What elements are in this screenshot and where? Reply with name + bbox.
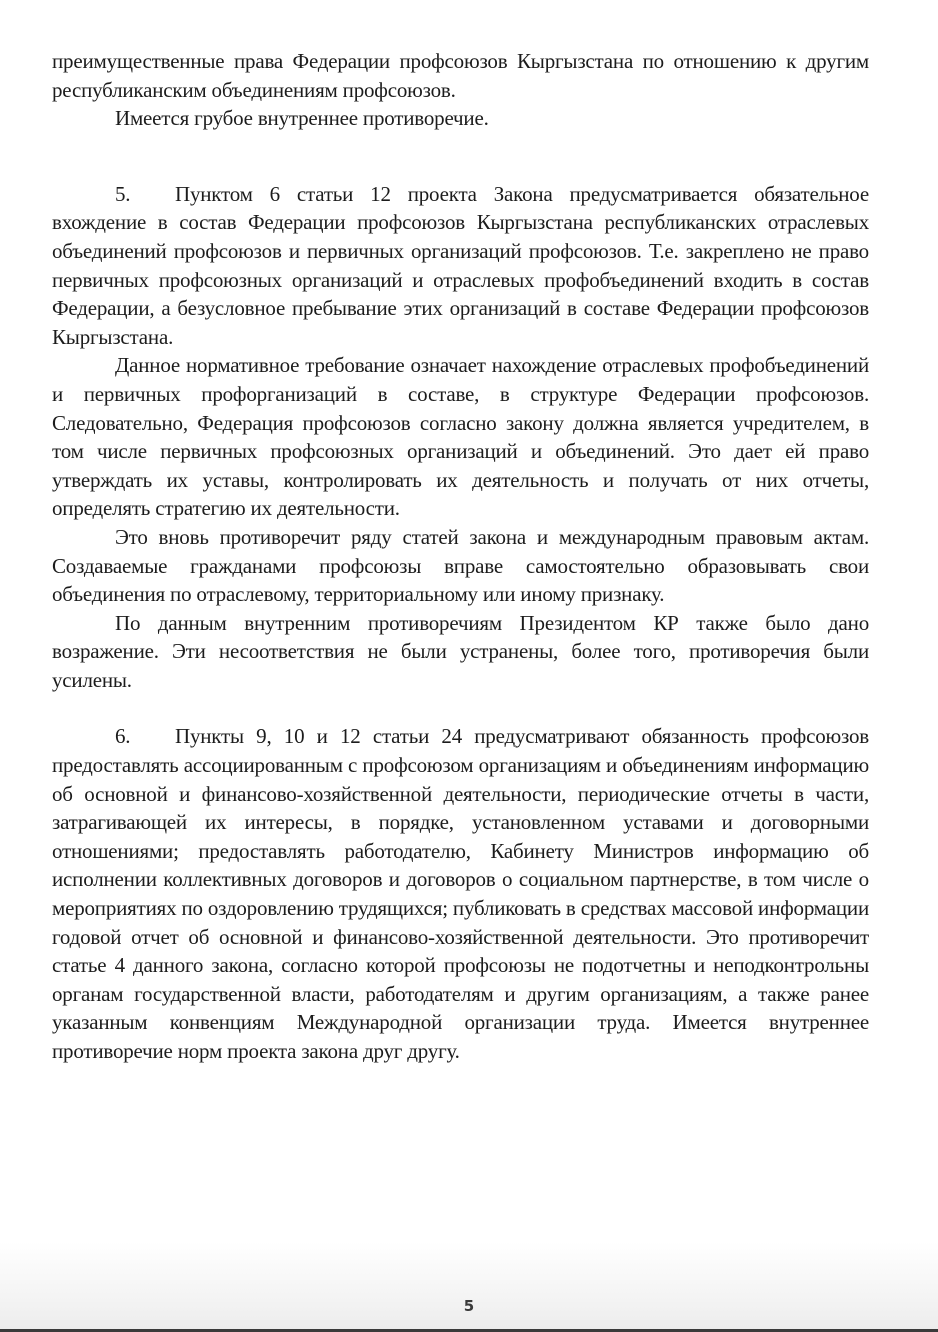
paragraph: По данным внутренним противоречиям Президентом КР также было дано возражение. Эти несоответствия не были устранены, более того, противоречия были усилены. [52,610,869,692]
section-5-lead [52,180,869,352]
section-spacer [52,133,869,180]
section-6-lead [52,722,869,1065]
section-text: Пунктом 6 статьи 12 проекта Закона предусматривается обязательное вхождение в состав Федерации профсоюзов Кыргызстана республиканских отраслевых объединений профсоюзов и первичных организаций профсоюзов. Т.е. закреплено не право первичных профсоюзных организаций и отраслевых профобъединений входить в состав Федерации, а безусловное пребывание этих организаций в составе Федерации профсоюзов Кыргызстана. [52,181,869,349]
paragraph: Данное нормативное требование означает нахождение отраслевых профобъединений и первичных профорганизаций в составе, в структуре Федерации профсоюзов. Следовательно, Федерация профсоюзов согласно закону должна является учредителем, в том числе первичных профсоюзных организаций и объединений. Это дает ей право утверждать их уставы, контролировать их деятельность и получать от них отчеты, определять стратегию их деятельности. [52,353,869,521]
section-spacer [52,694,869,722]
paragraph-continuation: преимущественные права Федерации профсоюзов Кыргызстана по отношению к другим республиканским объединениям профсоюзов. [52,49,869,102]
page-footer-area [0,1242,938,1332]
page-number: 5 [463,1297,475,1315]
section-number: 5. [115,181,131,206]
document-body [52,47,869,1066]
paragraph: Имеется грубое внутреннее противоречие. [115,106,489,131]
paragraph: Это вновь противоречит ряду статей закона и международным правовым актам. Создаваемые гражданами профсоюзы вправе самостоятельно образовывать свои объединения по отраслевому, территориальному или иному признаку. [52,524,869,607]
section-number: 6. [115,724,131,749]
section-text: Пункты 9, 10 и 12 статьи 24 предусматривают обязанность профсоюзов предоставлять ассоциированным с профсоюзом организациям и объединениям информацию об основной и финансово-хозяйственной деятельности, периодические отчеты в части, затрагивающей их интересы, в порядке, установленном уставами и договорными отношениями; предоставлять работодателю, Кабинету Министров информацию об исполнении коллективных договоров и договоров о социальном партнерстве, в том числе о мероприятиях по оздоровлению трудящихся; публиковать в средствах массовой информации годовой отчет об основной и финансово-хозяйственной деятельности. Это противоречит статье 4 данного закона, согласно которой профсоюзы не подотчетны и неподконтрольны органам государственной власти, работодателям и другим организациям, а также ранее указанным конвенциям Международной организации труда. Имеется внутреннее противоречие норм проекта закона друг другу. [52,724,869,1063]
